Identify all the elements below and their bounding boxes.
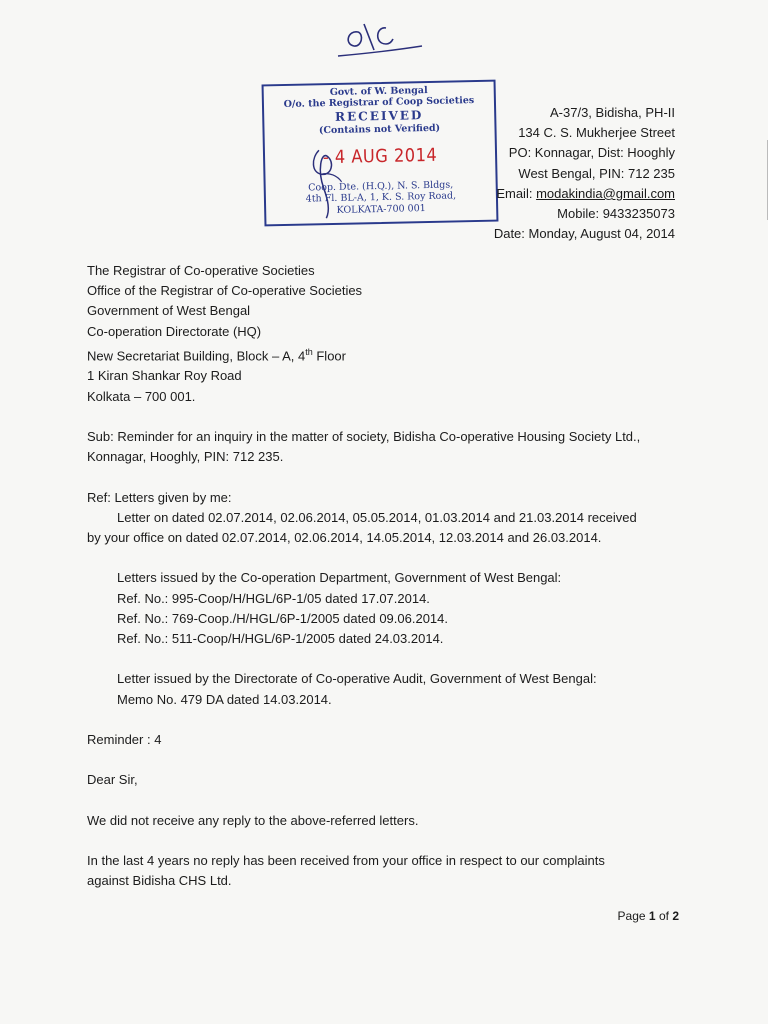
stamp-line: O/o. the Registrar of Coop Societies bbox=[283, 95, 475, 111]
page-of-word: of bbox=[658, 909, 669, 923]
address-line: A-37/3, Bidisha, PH-II bbox=[550, 105, 675, 120]
salutation: Dear Sir, bbox=[87, 772, 138, 788]
recipient-building: New Secretariat Building, Block – A, 4 bbox=[87, 348, 306, 364]
recipient-line: Office of the Registrar of Co-operative Societies bbox=[87, 283, 363, 299]
stamp-date: - 4 AUG 2014 bbox=[322, 144, 438, 169]
email-label: Email: bbox=[496, 185, 533, 201]
stamp-line: 4th Fl. BL-A, 1, K. S. Roy Road, bbox=[305, 190, 457, 205]
stamp-line: KOLKATA-700 001 bbox=[336, 203, 426, 216]
email-line bbox=[494, 184, 675, 204]
subject-line: Sub: Reminder for an inquiry in the matter of society, Bidisha Co-operative Housing Society Ltd., bbox=[87, 428, 641, 444]
recipient-line: Kolkata – 700 001. bbox=[87, 388, 196, 404]
letter-body bbox=[87, 261, 687, 892]
page-number bbox=[618, 909, 679, 923]
address-line: 134 C. S. Mukherjee Street bbox=[518, 125, 675, 141]
stamp-line: (Contains not Verified) bbox=[318, 122, 441, 137]
sender-address bbox=[494, 103, 675, 244]
reference-heading: Ref: Letters given by me: bbox=[87, 489, 232, 505]
letter-date: Date: Monday, August 04, 2014 bbox=[493, 226, 675, 242]
recipient-line: 1 Kiran Shankar Roy Road bbox=[87, 368, 242, 384]
page-total: 2 bbox=[672, 909, 679, 923]
dept-heading: Letters issued by the Co-operation Department, Government of West Bengal: bbox=[117, 570, 562, 586]
page-word: Page bbox=[617, 909, 646, 923]
paragraph: against Bidisha CHS Ltd. bbox=[87, 873, 232, 889]
recipient-line: Co-operation Directorate (HQ) bbox=[87, 323, 262, 339]
address-line: PO: Konnagar, Dist: Hooghly bbox=[508, 145, 675, 161]
audit-ref: Memo No. 479 DA dated 14.03.2014. bbox=[117, 691, 332, 707]
paragraph: In the last 4 years no reply has been received from your office in respect to our complaints bbox=[87, 853, 605, 869]
recipient-line bbox=[87, 342, 687, 367]
recipient-line: The Registrar of Co-operative Societies bbox=[87, 263, 315, 278]
subject-line: Konnagar, Hooghly, PIN: 712 235. bbox=[87, 449, 284, 465]
stamp-line: Govt. of W. Bengal bbox=[329, 84, 428, 99]
reference-line: Letter on dated 02.07.2014, 02.06.2014, 05.05.2014, 01.03.2014 and 21.03.2014 received bbox=[117, 509, 637, 525]
recipient-floor: Floor bbox=[312, 348, 346, 364]
dept-ref: Ref. No.: 511-Coop/H/HGL/6P-1/2005 dated 24.03.2014. bbox=[117, 630, 444, 646]
reference-line: by your office on dated 02.07.2014, 02.06.2014, 14.05.2014, 12.03.2014 and 26.03.2014. bbox=[87, 529, 602, 545]
email-link[interactable]: modakindia@gmail.com bbox=[536, 185, 675, 201]
received-stamp bbox=[262, 80, 499, 227]
paragraph: We did not receive any reply to the above-referred letters. bbox=[87, 812, 419, 828]
recipient-line: Government of West Bengal bbox=[87, 303, 251, 319]
address-line: West Bengal, PIN: 712 235 bbox=[518, 165, 675, 181]
audit-heading: Letter issued by the Directorate of Co-operative Audit, Government of West Bengal: bbox=[117, 671, 597, 687]
floor-superscript: th bbox=[305, 346, 313, 357]
page-current: 1 bbox=[648, 909, 656, 923]
mobile-line: Mobile: 9433235073 bbox=[557, 206, 675, 222]
stamp-line: Coop. Dte. (H.Q.), N. S. Bldgs, bbox=[308, 179, 454, 194]
dept-ref: Ref. No.: 995-Coop/H/HGL/6P-1/05 dated 17.07.2014. bbox=[117, 590, 430, 606]
reminder-line: Reminder : 4 bbox=[87, 731, 162, 747]
dept-ref: Ref. No.: 769-Coop./H/HGL/6P-1/2005 dated 09.06.2014. bbox=[117, 610, 448, 626]
stamp-received: RECEIVED bbox=[334, 108, 424, 124]
handwritten-oc-mark bbox=[330, 10, 430, 70]
